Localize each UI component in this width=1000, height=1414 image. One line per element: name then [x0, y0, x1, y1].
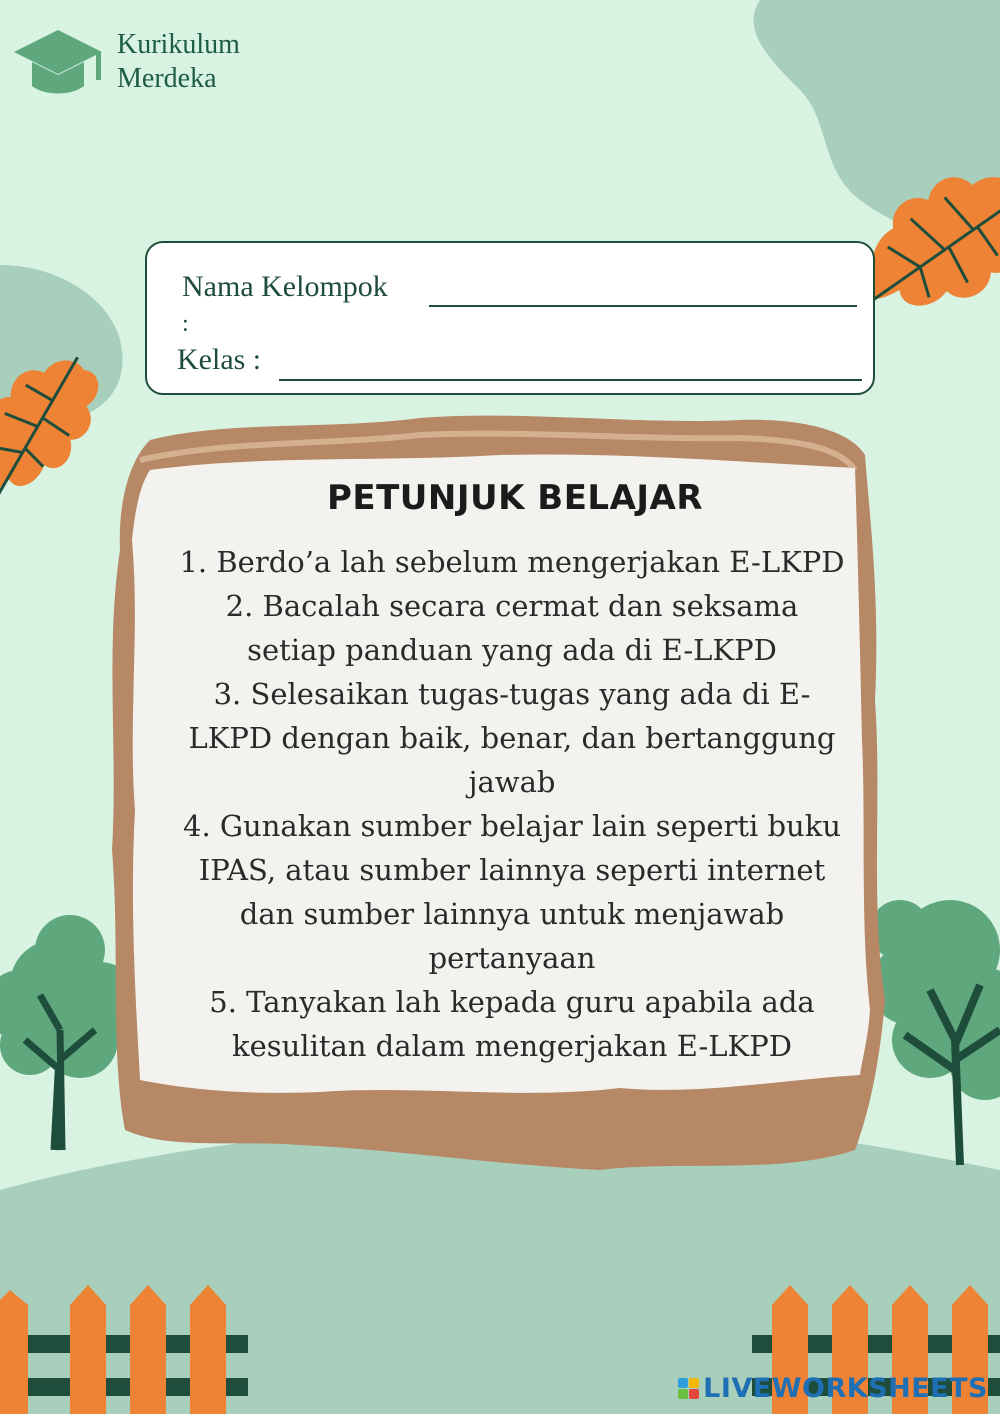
watermark-text: LIVEWORKSHEETS [703, 1373, 988, 1404]
class-label: Kelas : [177, 343, 262, 376]
logo-line-1: Kurikulum [117, 29, 240, 60]
list-text: Tanyakan lah kepada guru apabila ada kesulitan dalam mengerjakan E-LKPD [232, 985, 815, 1063]
tree-icon [870, 900, 1000, 1165]
list-text: Gunakan sumber belajar lain seperti buku IPAS, atau sumber lainnya seperti internet dan sumber lainnya untuk menjawab pertanyaan [198, 809, 841, 975]
instructions-title: PETUNJUK BELAJAR [326, 478, 704, 518]
group-name-colon: : [182, 311, 189, 337]
logo-text [117, 28, 240, 96]
liveworksheets-watermark[interactable] [678, 1373, 988, 1404]
class-field[interactable] [279, 379, 862, 381]
list-number: 4. [183, 809, 211, 843]
list-number: 3. [213, 677, 242, 711]
list-number: 1. [179, 545, 208, 579]
identity-form [145, 241, 875, 395]
group-name-label: Nama Kelompok [182, 270, 388, 303]
list-item [178, 804, 846, 980]
list-number: 5. [209, 985, 237, 1019]
list-text: Bacalah secara cermat dan seksama setiap panduan yang ada di E-LKPD [247, 589, 799, 667]
list-item [178, 540, 846, 584]
list-item [178, 584, 846, 672]
list-text: Selesaikan tugas-tugas yang ada di E-LKPD dengan baik, benar, dan bertanggung jawab [188, 677, 836, 799]
liveworksheets-logo-icon [678, 1378, 699, 1399]
instructions-list [178, 540, 846, 1068]
list-text: Berdo’a lah sebelum mengerjakan E-LKPD [216, 545, 845, 579]
graduation-cap-icon [14, 30, 102, 94]
list-number: 2. [225, 589, 254, 623]
group-name-field[interactable] [429, 305, 857, 307]
logo-line-2: Merdeka [117, 63, 217, 94]
list-item [178, 980, 846, 1068]
list-item [178, 672, 846, 804]
